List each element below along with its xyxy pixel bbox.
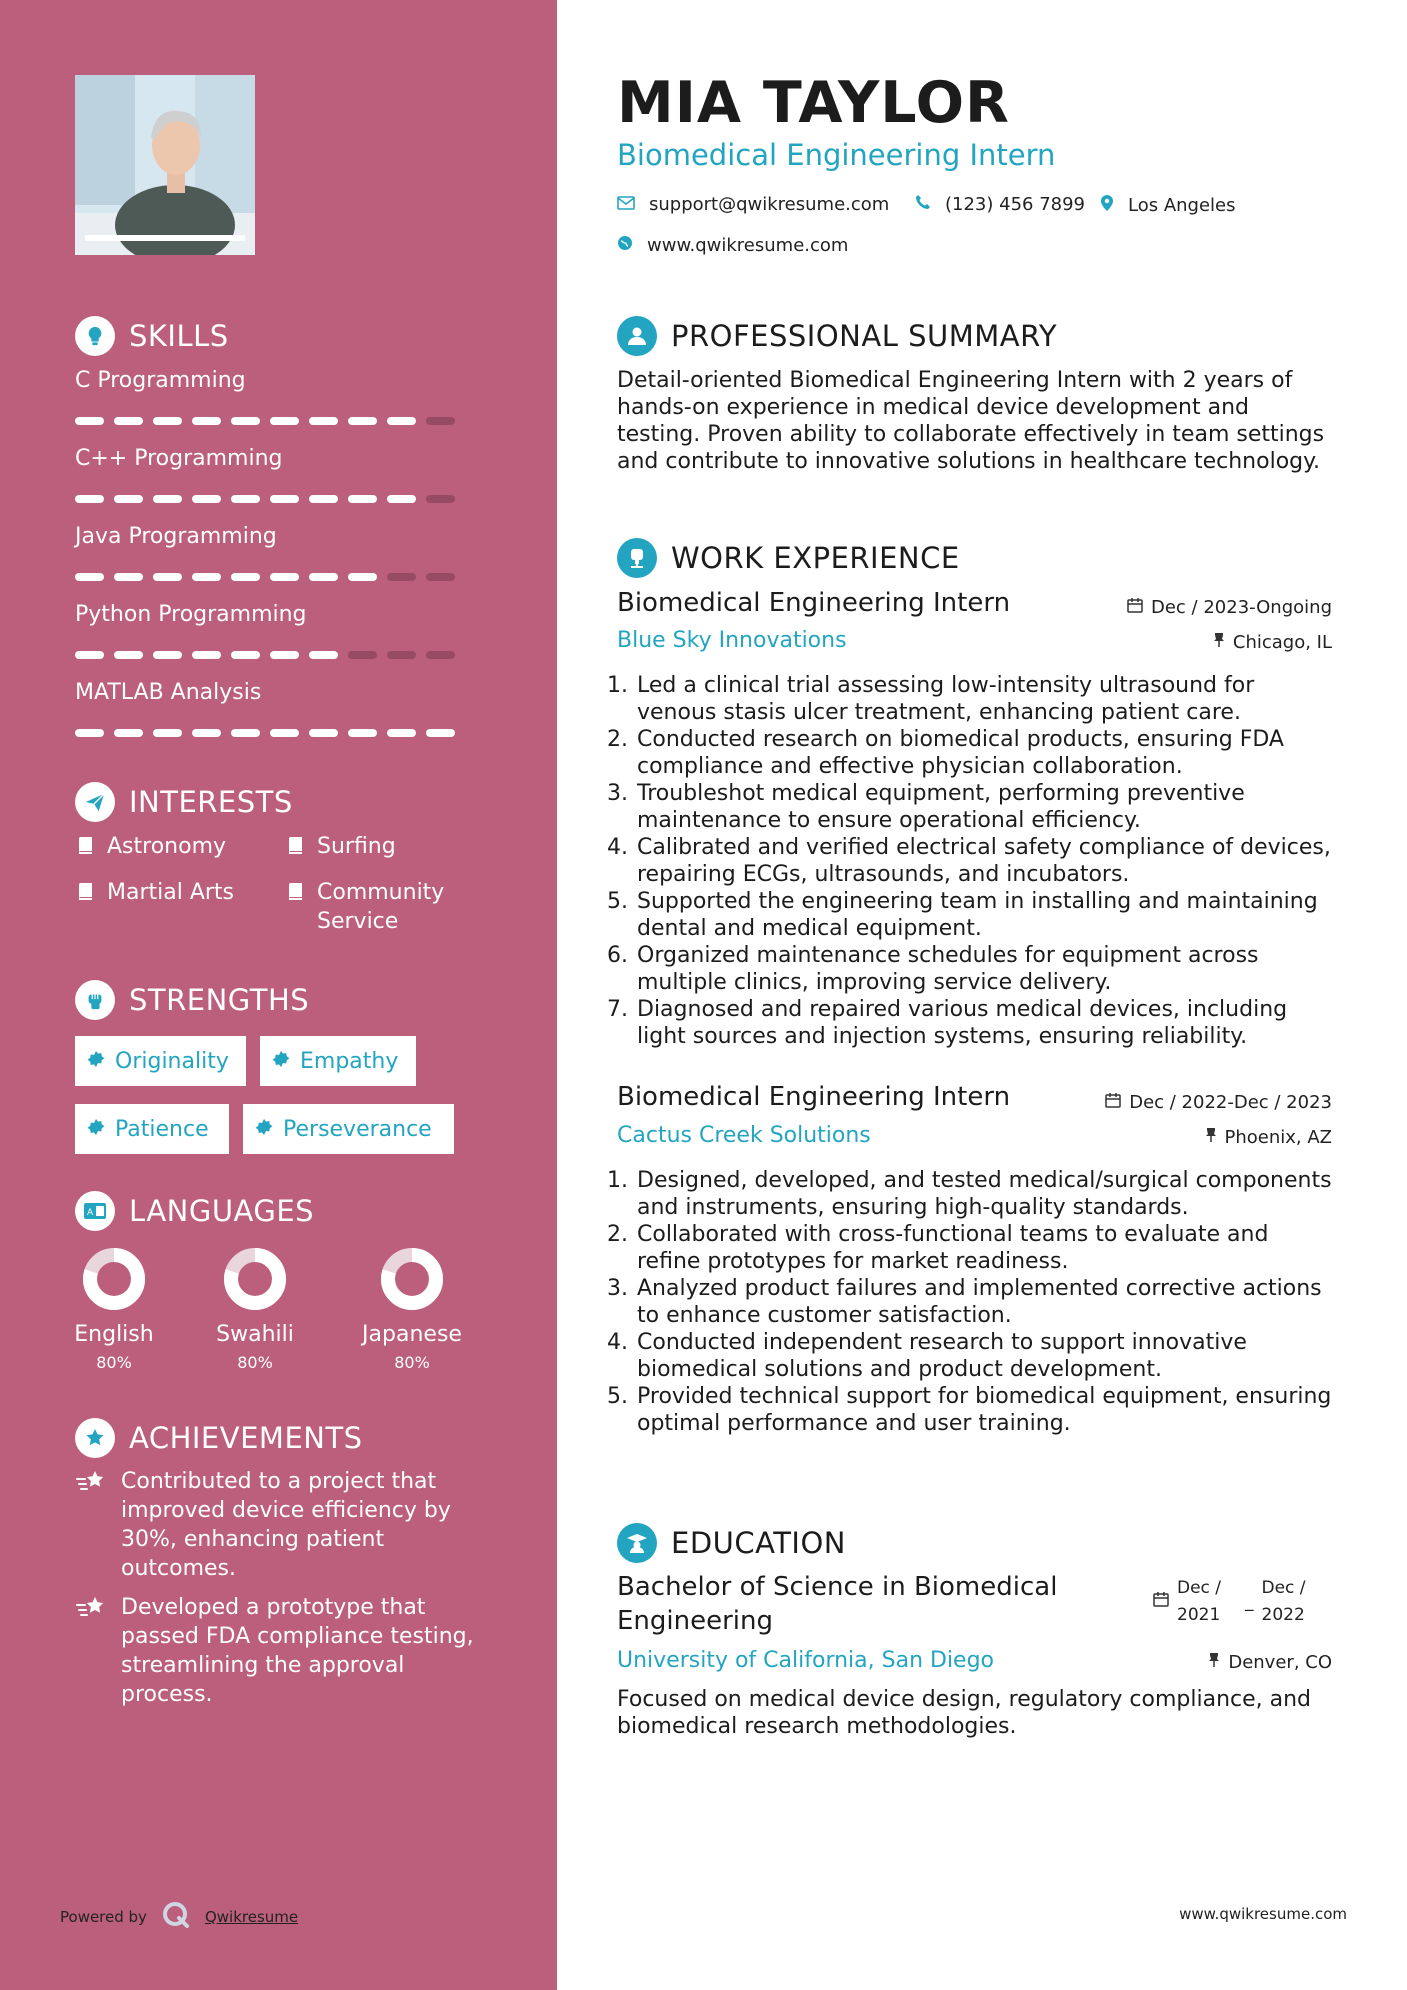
language-name: Japanese [362, 1322, 462, 1347]
pushpin-icon [1205, 1127, 1217, 1148]
skill-level-dash [192, 417, 221, 425]
candidate-name: MIA TAYLOR [617, 70, 1010, 136]
skills-title: SKILLS [129, 319, 229, 353]
strength-badge [243, 1104, 454, 1154]
job-bullet: 5. Supported the engineering team in installing and maintaining dental and medical equipment. [635, 888, 1337, 942]
skill-level-dash [387, 495, 416, 503]
education-location-text: Denver, CO [1228, 1652, 1332, 1673]
svg-text:A: A [87, 1208, 94, 1218]
skill-level-bar [75, 495, 455, 503]
pushpin-icon [1208, 1652, 1220, 1673]
skill-level-dash [270, 729, 299, 737]
paper-plane-icon [75, 782, 115, 822]
job-bullet: 5. Provided technical support for biomedical equipment, ensuring optimal performance and user training. [635, 1383, 1337, 1437]
job-title: Biomedical Engineering Intern [617, 1082, 1011, 1112]
skill-level-dash [114, 651, 143, 659]
language-name: English [74, 1322, 154, 1347]
skill-level-dash [192, 495, 221, 503]
skill-level-dash [387, 417, 416, 425]
strengths-title: STRENGTHS [129, 983, 310, 1017]
job-bullet: 2. Conducted research on biomedical products, ensuring FDA compliance and effective physician collaboration. [635, 726, 1337, 780]
education-title: EDUCATION [671, 1526, 847, 1560]
briefcase-chair-icon [617, 538, 657, 578]
skill-level-dash [309, 495, 338, 503]
skill-level-dash [153, 495, 182, 503]
badge-star-icon [255, 1117, 273, 1142]
language-proficiency-ring [381, 1248, 443, 1310]
strengths-heading [75, 980, 309, 1020]
skill-level-dash [192, 729, 221, 737]
badge-star-icon [272, 1049, 290, 1074]
skill-level-dash [309, 573, 338, 581]
star-badge-icon [75, 1418, 115, 1458]
skill-level-dash [231, 729, 260, 737]
job-bullet: 1. Designed, developed, and tested medical/surgical components and instruments, ensuring high-quality standards. [635, 1167, 1337, 1221]
candidate-role: Biomedical Engineering Intern [617, 138, 1056, 172]
badge-star-icon [87, 1117, 105, 1142]
achievement-text: Contributed to a project that improved device efficiency by 30%, enhancing patient outcomes. [121, 1469, 451, 1581]
achievement-text: Developed a prototype that passed FDA compliance testing, streamlining the approval process. [121, 1595, 474, 1707]
skill-level-dash [231, 573, 260, 581]
skill-level-dash [270, 651, 299, 659]
book-icon [285, 832, 307, 863]
powered-by [60, 1900, 298, 1934]
skill-level-dash [348, 495, 377, 503]
book-icon [75, 878, 97, 909]
interest-label: Martial Arts [107, 880, 235, 905]
skill-level-bar [75, 729, 455, 737]
skill-level-dash [114, 573, 143, 581]
fist-icon [75, 980, 115, 1020]
strength-label: Empathy [300, 1048, 399, 1074]
education-date-end: Dec / 2022 [1261, 1578, 1306, 1625]
job-location-text: Chicago, IL [1232, 632, 1332, 653]
job-bullet: 3. Analyzed product failures and implemented corrective actions to enhance customer satisfaction. [635, 1275, 1337, 1329]
footer-website[interactable]: www.qwikresume.com [1179, 1905, 1347, 1923]
language-percent: 80% [96, 1353, 132, 1372]
skill-level-dash [348, 573, 377, 581]
language-proficiency-ring [224, 1248, 286, 1310]
skill-name: C++ Programming [75, 446, 283, 471]
interest-item [285, 878, 485, 936]
job-company: Cactus Creek Solutions [617, 1123, 871, 1148]
strength-label: Patience [115, 1116, 209, 1142]
skill-level-dash [309, 729, 338, 737]
education-location [1208, 1652, 1332, 1673]
job-location [1205, 1127, 1333, 1148]
school-name: University of California, San Diego [617, 1648, 995, 1673]
job-bullet: 2. Collaborated with cross-functional teams to evaluate and refine prototypes for market readiness. [635, 1221, 1337, 1275]
skill-level-dash [153, 417, 182, 425]
strength-label: Perseverance [283, 1116, 432, 1142]
strength-badge [75, 1104, 229, 1154]
skill-level-dash [426, 729, 455, 737]
skill-level-dash [75, 417, 104, 425]
summary-title: PROFESSIONAL SUMMARY [671, 319, 1058, 353]
job-bullet: 3. Troubleshot medical equipment, performing preventive maintenance to ensure operational efficiency. [635, 780, 1337, 834]
globe-icon [617, 235, 633, 256]
summary-text: Detail-oriented Biomedical Engineering Intern with 2 years of hands-on experience in medical device development and testing. Proven ability to collaborate effectively in team settings and contribute to innovative solutions in healthcare technology. [617, 368, 1325, 474]
languages-heading [75, 1191, 314, 1231]
skill-level-dash [426, 651, 455, 659]
language-item [200, 1248, 310, 1372]
map-pin-icon [1100, 194, 1114, 217]
education-date-separator: _ [1245, 1591, 1254, 1612]
skill-level-dash [114, 417, 143, 425]
contact-location [1100, 194, 1236, 217]
skill-level-dash [309, 651, 338, 659]
interests-title: INTERESTS [129, 785, 293, 819]
job-bullet: 6. Organized maintenance schedules for equipment across multiple clinics, improving service delivery. [635, 942, 1337, 996]
envelope-icon [617, 194, 635, 215]
interests-heading [75, 782, 293, 822]
skill-level-dash [75, 651, 104, 659]
language-percent: 80% [237, 1353, 273, 1372]
interest-item [75, 878, 234, 909]
qwikresume-logo-icon [161, 1900, 191, 1934]
pushpin-icon [1213, 632, 1225, 653]
skill-level-bar [75, 651, 455, 659]
job-date [1105, 1092, 1332, 1113]
skill-name: Java Programming [75, 524, 277, 549]
summary-heading [617, 316, 1057, 356]
skill-level-dash [75, 495, 104, 503]
skill-level-bar [75, 573, 455, 581]
skill-level-dash [426, 495, 455, 503]
book-icon [285, 878, 307, 936]
interest-item [285, 832, 396, 863]
strength-label: Originality [115, 1048, 229, 1074]
job-bullet: 1. Led a clinical trial assessing low-intensity ultrasound for venous stasis ulcer treatment, enhancing patient care. [635, 672, 1337, 726]
job-bullet: 4. Conducted independent research to support innovative biomedical solutions and product development. [635, 1329, 1337, 1383]
calendar-icon [1127, 597, 1143, 618]
skills-heading [75, 316, 229, 356]
skill-level-dash [231, 417, 260, 425]
book-icon [75, 832, 97, 863]
email-text: support@qwikresume.com [649, 194, 890, 215]
skill-level-dash [270, 417, 299, 425]
skill-level-dash [192, 573, 221, 581]
education-date-start: Dec / 2021 [1177, 1578, 1222, 1625]
interest-label: Surfing [317, 834, 396, 859]
skill-level-dash [153, 651, 182, 659]
location-text: Los Angeles [1128, 195, 1236, 216]
interest-label: Astronomy [107, 834, 227, 859]
contact-phone[interactable] [915, 194, 1085, 215]
skill-level-dash [387, 573, 416, 581]
job-date-text: Dec / 2023-Ongoing [1151, 597, 1332, 618]
powered-by-label: Powered by [60, 1908, 147, 1926]
job-date-text: Dec / 2022-Dec / 2023 [1129, 1092, 1332, 1113]
education-date [1153, 1575, 1314, 1629]
calendar-icon [1153, 1589, 1169, 1616]
experience-heading [617, 538, 960, 578]
lightbulb-icon [75, 316, 115, 356]
degree-title: Bachelor of Science in Biomedical Engineering [617, 1572, 1058, 1636]
skill-name: Python Programming [75, 602, 307, 627]
job-bullet: 4. Calibrated and verified electrical safety compliance of devices, repairing ECGs, ultrasounds, and incubators. [635, 834, 1337, 888]
job-bullets [617, 1167, 1337, 1437]
experience-title: WORK EXPERIENCE [671, 541, 960, 575]
skill-level-bar [75, 417, 455, 425]
phone-icon [915, 194, 931, 215]
website-text: www.qwikresume.com [647, 235, 849, 256]
skill-name: MATLAB Analysis [75, 680, 262, 705]
skill-level-dash [231, 651, 260, 659]
skill-level-dash [114, 729, 143, 737]
skill-name: C Programming [75, 368, 246, 393]
shooting-star-icon [75, 1593, 109, 1709]
skill-level-dash [270, 495, 299, 503]
profile-photo [75, 75, 255, 255]
strength-badge [260, 1036, 416, 1086]
contact-website[interactable] [617, 235, 848, 256]
job-location [1213, 632, 1332, 653]
skill-level-dash [270, 573, 299, 581]
shooting-star-icon [75, 1467, 109, 1583]
job-date [1127, 597, 1332, 618]
achievements-title: ACHIEVEMENTS [129, 1421, 363, 1455]
achievement-item [75, 1593, 495, 1709]
language-icon [75, 1191, 115, 1231]
contact-email[interactable] [617, 194, 889, 215]
job-title: Biomedical Engineering Intern [617, 588, 1011, 618]
education-heading [617, 1523, 846, 1563]
skill-level-dash [348, 417, 377, 425]
user-icon [617, 316, 657, 356]
language-proficiency-ring [83, 1248, 145, 1310]
skill-level-dash [231, 495, 260, 503]
skill-level-dash [387, 729, 416, 737]
skill-level-dash [153, 573, 182, 581]
phone-text: (123) 456 7899 [945, 194, 1086, 215]
skill-level-dash [75, 573, 104, 581]
job-bullets [617, 672, 1337, 1050]
skill-level-dash [387, 651, 416, 659]
skill-level-dash [309, 417, 338, 425]
calendar-icon [1105, 1092, 1121, 1113]
language-name: Swahili [216, 1322, 294, 1347]
qwikresume-link[interactable]: Qwikresume [204, 1908, 299, 1926]
skill-level-dash [426, 573, 455, 581]
skill-level-dash [153, 729, 182, 737]
skill-level-dash [75, 729, 104, 737]
skill-level-dash [348, 729, 377, 737]
skill-level-dash [348, 651, 377, 659]
sidebar [0, 0, 557, 1990]
skill-level-dash [192, 651, 221, 659]
skill-level-dash [426, 417, 455, 425]
language-percent: 80% [394, 1353, 430, 1372]
badge-star-icon [87, 1049, 105, 1074]
language-item [59, 1248, 169, 1372]
job-bullet: 7. Diagnosed and repaired various medical devices, including light sources and injection systems, ensuring reliability. [635, 996, 1337, 1050]
graduate-icon [617, 1523, 657, 1563]
achievement-item [75, 1467, 495, 1583]
job-company: Blue Sky Innovations [617, 628, 847, 653]
skill-level-dash [114, 495, 143, 503]
language-item [357, 1248, 467, 1372]
interest-item [75, 832, 226, 863]
achievements-heading [75, 1418, 363, 1458]
interest-label: Community Service [317, 880, 445, 934]
education-text: Focused on medical device design, regulatory compliance, and biomedical research methodologies. [617, 1687, 1312, 1739]
job-location-text: Phoenix, AZ [1224, 1127, 1332, 1148]
languages-title: LANGUAGES [129, 1194, 315, 1228]
strength-badge [75, 1036, 246, 1086]
